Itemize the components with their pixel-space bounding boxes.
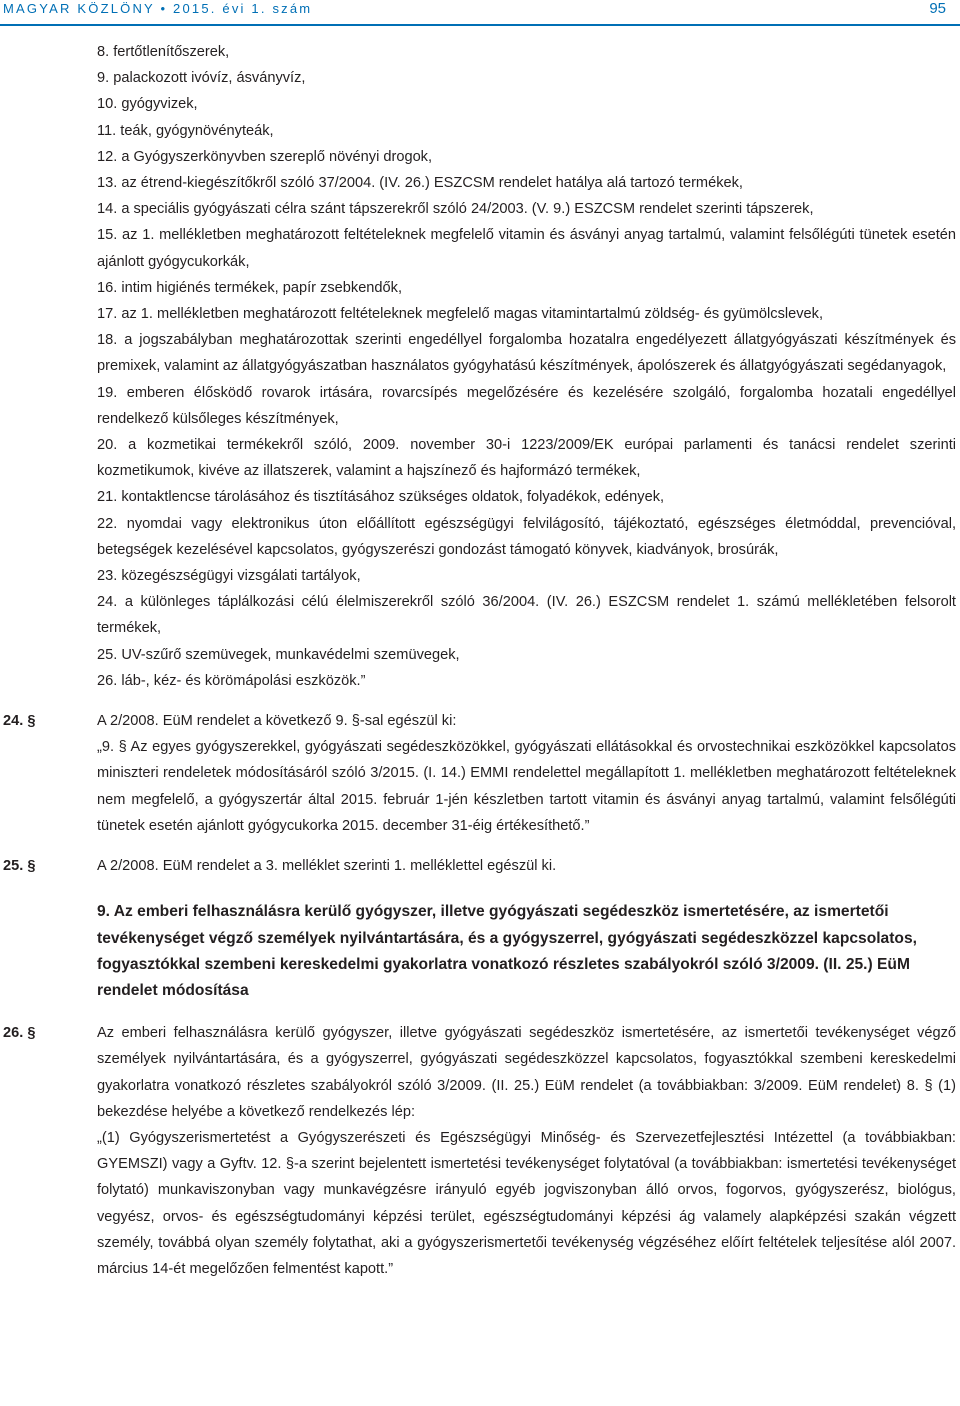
section-intro: A 2/2008. EüM rendelet a következő 9. §-sal egészül ki: (97, 713, 457, 730)
list-item: 10. gyógyvizek, (97, 96, 198, 113)
section-24 (0, 708, 960, 839)
list-item: 13. az étrend-kiegészítőkről szóló 37/2004. (IV. 26.) ESZCSM rendelet hatálya alá tartozó termékek, (97, 175, 743, 192)
section-25 (0, 853, 960, 879)
section-number: 24. § (3, 713, 36, 730)
section-number: 26. § (3, 1025, 36, 1042)
list-item: 26. láb-, kéz- és körömápolási eszközök.” (97, 672, 366, 689)
section-26 (0, 1020, 960, 1282)
journal-title: MAGYAR KÖZLÖNY • 2015. évi 1. szám (3, 1, 313, 16)
list-item: 17. az 1. mellékletben meghatározott feltételeknek megfelelő magas vitamintartalmú zöldség- és gyümölcslevek, (97, 306, 823, 323)
list-item: 19. emberen élősködő rovarok irtására, rovarcsípés megelőzésére és kezelésére szolgáló, forgalomba hozatali engedéllyel rendelkező külsőleges készítmények, (97, 384, 956, 427)
page-header (0, 0, 960, 28)
list-item: 18. a jogszabályban meghatározottak szerinti engedéllyel forgalomba hozatalra engedélyezett állatgyógyászati készítmények és premixek, valamint az állatgyógyászatban használatos gyógyhatású készítmények, ápolószerek és állatgyógyászati segédanyagok, (97, 332, 956, 375)
list-item: 24. a különleges táplálkozási célú élelmiszerekről szóló 36/2004. (IV. 26.) ESZCSM rendelet 1. számú mellékletében felsorolt termékek, (97, 594, 956, 637)
list-item: 16. intim higiénés termékek, papír zsebkendők, (97, 279, 403, 296)
page-number: 95 (929, 0, 946, 17)
list-item: 23. közegészségügyi vizsgálati tartályok, (97, 568, 361, 585)
header-divider (0, 24, 960, 26)
section-number: 25. § (3, 858, 36, 875)
chapter-heading: 9. Az emberi felhasználásra kerülő gyógyszer, illetve gyógyászati segédeszköz ismertetésére, az ismertetői tevékenységet végző személyek nyilvántartására, és a gyógyszerrel, gyógyászati segédeszközzel kapcsolatos, fogyasztókkal szembeni kereskedelmi gyakorlatra vonatkozó részletes szabályokról szóló 3/2009. (II. 25.) EüM rendelet módosítása (97, 903, 917, 999)
list-item: 12. a Gyógyszerkönyvben szereplő növényi drogok, (97, 148, 433, 165)
list-item: 20. a kozmetikai termékekről szóló, 2009. november 30-i 1223/2009/EK európai parlamenti és tanácsi rendelet szerinti kozmetikumok, kivéve az illatszerek, valamint a hajszínező és hajformázó termékek, (97, 437, 956, 480)
list-item: 21. kontaktlencse tárolásához és tisztításához szükséges oldatok, folyadékok, edények, (97, 489, 665, 506)
section-intro: A 2/2008. EüM rendelet a 3. melléklet szerinti 1. melléklettel egészül ki. (97, 858, 557, 875)
list-item: 15. az 1. mellékletben meghatározott feltételeknek megfelelő vitamin és ásványi anyag tartalmú, valamint felsőlégúti tünetek esetén ajánlott gyógycukorkák, (97, 227, 956, 270)
list-item: 8. fertőtlenítőszerek, (97, 44, 230, 60)
section-intro: Az emberi felhasználásra kerülő gyógyszer, illetve gyógyászati segédeszköz ismertetésére, az ismertetői tevékenységet végző személyek nyilvántartására, és a gyógyszerrel, gyógyászati segédeszközzel kapcsolatos, fogyasztókkal szembeni kereskedelmi gyakorlatra vonatkozó részletes szabályokról szóló 3/2009. (II. 25.) EüM rendelet (a továbbiakban: 3/2009. EüM rendelet) 8. § (1) bekezdése helyébe a következő rendelkezés lép: (97, 1025, 956, 1120)
list-item: 9. palackozott ivóvíz, ásványvíz, (97, 70, 306, 87)
product-list (97, 39, 956, 694)
list-item: 14. a speciális gyógyászati célra szánt tápszerekről szóló 24/2003. (V. 9.) ESZCSM rendelet szerinti tápszerek, (97, 201, 814, 218)
list-item: 25. UV-szűrő szemüvegek, munkavédelmi szemüvegek, (97, 646, 460, 663)
list-item: 22. nyomdai vagy elektronikus úton előállított egészségügyi felvilágosító, tájékoztató, egészséges életmóddal, prevencióval, betegségek kezelésével kapcsolatos, gyógyszerészi gondozást támogató könyvek, kiadványok, brosúrák, (97, 515, 956, 558)
section-quote: „9. § Az egyes gyógyszerekkel, gyógyászati segédeszközökkel, gyógyászati ellátásokkal és orvostechnikai eszközökkel kapcsolatos miniszteri rendeletek módosításáról szóló 3/2015. (I. 14.) EMMI rendelettel megállapított 1. mellékletben meghatározott feltételeknek nem megfelelő, a gyógyszertár által 2015. február 1-jén készletben tartott vitamin és ásványi anyag tartalmú, valamint felsőlégúti tünetek esetén ajánlott gyógycukorka 2015. december 31-éig értékesíthető.” (97, 739, 956, 834)
list-item: 11. teák, gyógynövényteák, (97, 122, 274, 139)
page-content (0, 39, 960, 1282)
section-quote: „(1) Gyógyszerismertetést a Gyógyszerészeti és Egészségügyi Minőség- és Szervezetfejlesztési Intézettel (a továbbiakban: GYEMSZI) vagy a Gyftv. 12. §-a szerint bejelentett ismertetési tevékenységet folytatóval (a továbbiakban: ismertetési tevékenységet folytató) munkaviszonyban vagy munkavégzésre irányuló egyéb jogviszonyban álló orvos, fogorvos, gyógyszerész, biológus, vegyész, orvos- és egészségtudományi képzési terület, egészségtudományi képzési ág valamely alapképzési szakán végzett személy, továbbá olyan személy folytathat, aki a gyógyszerismertetői tevékenység végzéséhez előírt feltételek teljesítése alól 2007. március 14-ét megelőzően felmentést kapott.” (97, 1129, 956, 1277)
